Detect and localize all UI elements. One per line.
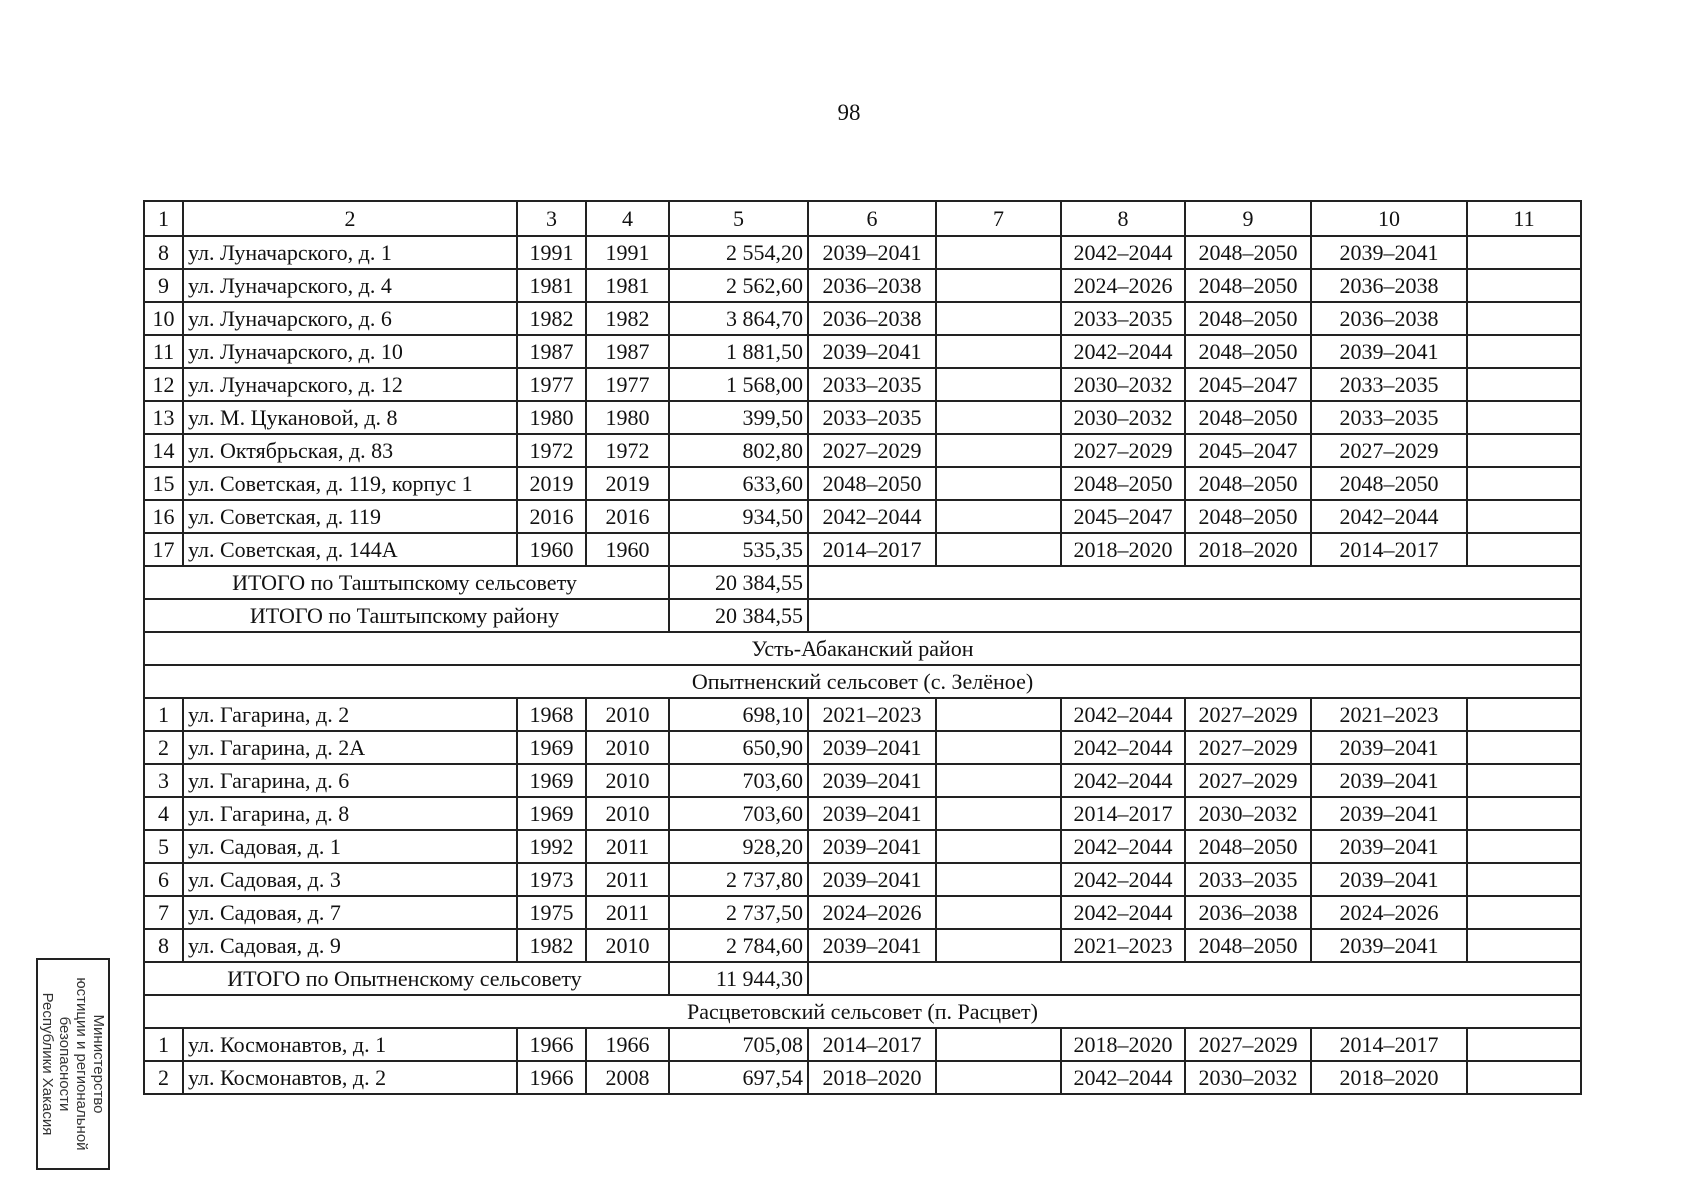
table-cell: 2018–2020 xyxy=(1311,1061,1467,1094)
table-cell: 1981 xyxy=(517,269,586,302)
table-cell xyxy=(936,467,1061,500)
table-cell: 2018–2020 xyxy=(1061,533,1185,566)
table-cell: 11 xyxy=(144,335,183,368)
table-cell: 2039–2041 xyxy=(1311,929,1467,962)
table-row xyxy=(144,731,1581,764)
total-value: 11 944,30 xyxy=(669,962,808,995)
table-cell xyxy=(1467,896,1581,929)
table-cell: 1 881,50 xyxy=(669,335,808,368)
table-cell: 2042–2044 xyxy=(1061,1061,1185,1094)
table-cell: 2039–2041 xyxy=(808,929,936,962)
table-row xyxy=(144,830,1581,863)
table-cell: 2021–2023 xyxy=(1061,929,1185,962)
total-value: 20 384,55 xyxy=(669,566,808,599)
table-row xyxy=(144,401,1581,434)
table-cell xyxy=(1467,764,1581,797)
table-cell xyxy=(1467,1061,1581,1094)
table-cell: ул. Садовая, д. 9 xyxy=(183,929,517,962)
table-cell: ул. Гагарина, д. 2А xyxy=(183,731,517,764)
header-cell: 4 xyxy=(586,201,669,236)
table-cell xyxy=(1467,698,1581,731)
table-cell: 802,80 xyxy=(669,434,808,467)
table-cell: 2014–2017 xyxy=(1061,797,1185,830)
table-cell: 2042–2044 xyxy=(1061,731,1185,764)
table-cell: 2033–2035 xyxy=(1061,302,1185,335)
table-cell: 1982 xyxy=(517,929,586,962)
table-cell: 16 xyxy=(144,500,183,533)
table-cell xyxy=(1467,797,1581,830)
table-cell: 2039–2041 xyxy=(808,764,936,797)
table-cell: 2010 xyxy=(586,797,669,830)
table-cell: 13 xyxy=(144,401,183,434)
table-cell: 2018–2020 xyxy=(1061,1028,1185,1061)
table-cell: 9 xyxy=(144,269,183,302)
table-cell: 2045–2047 xyxy=(1061,500,1185,533)
table-row xyxy=(144,335,1581,368)
stamp-line: юстиции и региональной xyxy=(73,977,90,1151)
table-cell: 2045–2047 xyxy=(1185,368,1311,401)
table-cell: 1982 xyxy=(586,302,669,335)
table-row xyxy=(144,467,1581,500)
table-cell: 1960 xyxy=(517,533,586,566)
table-cell: 2016 xyxy=(586,500,669,533)
table-cell xyxy=(936,434,1061,467)
table-cell: ул. Космонавтов, д. 2 xyxy=(183,1061,517,1094)
header-cell: 9 xyxy=(1185,201,1311,236)
table-cell xyxy=(1467,269,1581,302)
table-cell: 2018–2020 xyxy=(1185,533,1311,566)
table-cell xyxy=(1467,302,1581,335)
table-row xyxy=(144,764,1581,797)
stamp-line: безопасности xyxy=(56,1016,73,1112)
table-cell: ул. Октябрьская, д. 83 xyxy=(183,434,517,467)
table-cell: 1987 xyxy=(586,335,669,368)
table-cell: 12 xyxy=(144,368,183,401)
table-cell: 2027–2029 xyxy=(1311,434,1467,467)
table-cell: 2019 xyxy=(517,467,586,500)
table-cell: 2048–2050 xyxy=(1061,467,1185,500)
table-cell xyxy=(1467,731,1581,764)
table-cell: 1969 xyxy=(517,764,586,797)
table-cell: 1 568,00 xyxy=(669,368,808,401)
table-cell: 2 xyxy=(144,731,183,764)
table-cell: 2033–2035 xyxy=(1311,401,1467,434)
stamp-line: Министерство xyxy=(90,1014,107,1114)
table-cell: ул. Луначарского, д. 4 xyxy=(183,269,517,302)
section-heading: Усть-Абаканский район xyxy=(144,632,1581,665)
table-cell: 2 784,60 xyxy=(669,929,808,962)
table-cell: 650,90 xyxy=(669,731,808,764)
table-cell: 2024–2026 xyxy=(1061,269,1185,302)
table-row xyxy=(144,896,1581,929)
table-cell: 10 xyxy=(144,302,183,335)
table-cell xyxy=(936,929,1061,962)
table-cell xyxy=(936,1028,1061,1061)
table-cell: 2048–2050 xyxy=(1185,929,1311,962)
table-cell: 2014–2017 xyxy=(1311,1028,1467,1061)
table-cell: 1992 xyxy=(517,830,586,863)
table-row xyxy=(144,500,1581,533)
table-row xyxy=(144,1061,1581,1094)
table-cell: 2010 xyxy=(586,929,669,962)
table-cell: 2036–2038 xyxy=(808,269,936,302)
table-cell: 2042–2044 xyxy=(1061,830,1185,863)
table-cell: 1982 xyxy=(517,302,586,335)
table-cell: 2030–2032 xyxy=(1061,368,1185,401)
table-cell: 2018–2020 xyxy=(808,1061,936,1094)
table-cell: 2048–2050 xyxy=(1311,467,1467,500)
table-cell xyxy=(936,335,1061,368)
table-cell: 1972 xyxy=(517,434,586,467)
table-cell: 2048–2050 xyxy=(1185,302,1311,335)
table-cell xyxy=(936,797,1061,830)
table-cell xyxy=(1467,830,1581,863)
table-cell: 1968 xyxy=(517,698,586,731)
table-cell: 1972 xyxy=(586,434,669,467)
table-cell: 2039–2041 xyxy=(1311,863,1467,896)
table-cell: ул. Луначарского, д. 1 xyxy=(183,236,517,269)
table-cell xyxy=(936,731,1061,764)
table-cell: 697,54 xyxy=(669,1061,808,1094)
table-cell: 705,08 xyxy=(669,1028,808,1061)
total-empty xyxy=(808,599,1581,632)
table-cell: 1969 xyxy=(517,731,586,764)
table-cell: 1975 xyxy=(517,896,586,929)
table-cell: 2039–2041 xyxy=(1311,797,1467,830)
table-cell: 14 xyxy=(144,434,183,467)
table-cell xyxy=(936,269,1061,302)
table-cell xyxy=(936,698,1061,731)
table-cell: 1981 xyxy=(586,269,669,302)
table-cell: 2042–2044 xyxy=(1061,764,1185,797)
total-value: 20 384,55 xyxy=(669,599,808,632)
table-cell: ул. Космонавтов, д. 1 xyxy=(183,1028,517,1061)
table-cell: 399,50 xyxy=(669,401,808,434)
table-cell: 2042–2044 xyxy=(1061,236,1185,269)
table-cell: 2048–2050 xyxy=(1185,500,1311,533)
table-row xyxy=(144,533,1581,566)
table-cell: 2027–2029 xyxy=(808,434,936,467)
table-cell: 2039–2041 xyxy=(1311,731,1467,764)
table-cell: 2 xyxy=(144,1061,183,1094)
table-cell xyxy=(1467,500,1581,533)
table-cell: 2042–2044 xyxy=(1061,698,1185,731)
table-cell: 2048–2050 xyxy=(1185,830,1311,863)
table-cell: 2039–2041 xyxy=(808,863,936,896)
table-cell: 928,20 xyxy=(669,830,808,863)
table-cell: 2048–2050 xyxy=(1185,335,1311,368)
table-cell: 2027–2029 xyxy=(1061,434,1185,467)
stamp-line: Республики Хакасия xyxy=(39,992,56,1136)
table-cell: ул. Гагарина, д. 8 xyxy=(183,797,517,830)
table-cell: 2024–2026 xyxy=(1311,896,1467,929)
table-cell: 2 737,80 xyxy=(669,863,808,896)
table-cell xyxy=(936,302,1061,335)
table-cell: 2027–2029 xyxy=(1185,764,1311,797)
table-cell: ул. Луначарского, д. 6 xyxy=(183,302,517,335)
table-row xyxy=(144,236,1581,269)
table-cell: 3 864,70 xyxy=(669,302,808,335)
table-cell: 15 xyxy=(144,467,183,500)
total-label: ИТОГО по Опытненскому сельсовету xyxy=(144,962,669,995)
section-row xyxy=(144,632,1581,665)
total-empty xyxy=(808,962,1581,995)
table-cell: 2048–2050 xyxy=(1185,401,1311,434)
table-cell: 2030–2032 xyxy=(1061,401,1185,434)
header-cell: 8 xyxy=(1061,201,1185,236)
header-cell: 6 xyxy=(808,201,936,236)
header-cell: 7 xyxy=(936,201,1061,236)
table-cell: ул. М. Цукановой, д. 8 xyxy=(183,401,517,434)
table-row xyxy=(144,1028,1581,1061)
table-cell xyxy=(936,1061,1061,1094)
table-cell: 2036–2038 xyxy=(808,302,936,335)
table-cell: 2014–2017 xyxy=(808,1028,936,1061)
header-cell: 3 xyxy=(517,201,586,236)
table-cell: 1977 xyxy=(517,368,586,401)
table-cell: 2016 xyxy=(517,500,586,533)
housing-repair-table xyxy=(143,200,1582,1095)
table-cell: 703,60 xyxy=(669,764,808,797)
table-cell: 2033–2035 xyxy=(808,401,936,434)
table-row xyxy=(144,302,1581,335)
table-cell: 1966 xyxy=(586,1028,669,1061)
table-cell: 2014–2017 xyxy=(808,533,936,566)
table-cell: 2 554,20 xyxy=(669,236,808,269)
table-cell xyxy=(936,896,1061,929)
table-cell: 17 xyxy=(144,533,183,566)
table-row xyxy=(144,434,1581,467)
table-cell xyxy=(1467,335,1581,368)
table-cell: 703,60 xyxy=(669,797,808,830)
table-cell xyxy=(1467,533,1581,566)
table-cell: 2010 xyxy=(586,764,669,797)
table-cell: 1966 xyxy=(517,1061,586,1094)
header-cell: 11 xyxy=(1467,201,1581,236)
table-cell: 2011 xyxy=(586,863,669,896)
table-row xyxy=(144,269,1581,302)
table-cell xyxy=(1467,368,1581,401)
table-cell: 2 562,60 xyxy=(669,269,808,302)
table-header-row xyxy=(144,201,1581,236)
table-cell: 2008 xyxy=(586,1061,669,1094)
table-cell: ул. Садовая, д. 7 xyxy=(183,896,517,929)
table-cell: 2039–2041 xyxy=(808,797,936,830)
table-cell: 2048–2050 xyxy=(1185,467,1311,500)
table-cell: 2042–2044 xyxy=(1311,500,1467,533)
table-cell xyxy=(936,368,1061,401)
table-cell: 2039–2041 xyxy=(1311,236,1467,269)
table-cell: 5 xyxy=(144,830,183,863)
table-cell: 2036–2038 xyxy=(1185,896,1311,929)
table-cell: 2033–2035 xyxy=(808,368,936,401)
table-cell: 2 737,50 xyxy=(669,896,808,929)
table-cell: 1 xyxy=(144,698,183,731)
table-cell xyxy=(936,863,1061,896)
table-row xyxy=(144,863,1581,896)
table-cell: 2011 xyxy=(586,896,669,929)
table-cell: 934,50 xyxy=(669,500,808,533)
header-cell: 2 xyxy=(183,201,517,236)
table-cell: 1977 xyxy=(586,368,669,401)
table-cell: 1980 xyxy=(517,401,586,434)
table-cell: 2036–2038 xyxy=(1311,269,1467,302)
table-cell: 1966 xyxy=(517,1028,586,1061)
table-cell xyxy=(936,236,1061,269)
table-cell: ул. Гагарина, д. 6 xyxy=(183,764,517,797)
table-cell: 2010 xyxy=(586,698,669,731)
table-cell: 1960 xyxy=(586,533,669,566)
table-cell: 2010 xyxy=(586,731,669,764)
table-cell: 2042–2044 xyxy=(1061,863,1185,896)
section-heading: Расцветовский сельсовет (п. Расцвет) xyxy=(144,995,1581,1028)
table-cell: ул. Луначарского, д. 12 xyxy=(183,368,517,401)
table-cell: 2039–2041 xyxy=(808,731,936,764)
table-row xyxy=(144,698,1581,731)
table-cell: 2033–2035 xyxy=(1311,368,1467,401)
table-cell: 2027–2029 xyxy=(1185,731,1311,764)
table-cell: 1973 xyxy=(517,863,586,896)
table-cell: ул. Советская, д. 144А xyxy=(183,533,517,566)
total-empty xyxy=(808,566,1581,599)
table-cell: 2011 xyxy=(586,830,669,863)
table-cell: 2019 xyxy=(586,467,669,500)
table-row xyxy=(144,368,1581,401)
table-cell: 2027–2029 xyxy=(1185,698,1311,731)
table-cell: 1991 xyxy=(586,236,669,269)
table-cell xyxy=(1467,434,1581,467)
table-cell: 2030–2032 xyxy=(1185,1061,1311,1094)
table-cell: 2042–2044 xyxy=(1061,335,1185,368)
table-cell: 1969 xyxy=(517,797,586,830)
table-cell xyxy=(1467,467,1581,500)
table-cell: 2039–2041 xyxy=(808,236,936,269)
table-row xyxy=(144,797,1581,830)
table-cell: 2039–2041 xyxy=(808,335,936,368)
table-cell: ул. Советская, д. 119 xyxy=(183,500,517,533)
page-number: 98 xyxy=(837,100,861,125)
table-cell: 4 xyxy=(144,797,183,830)
table-row xyxy=(144,929,1581,962)
table-cell: ул. Гагарина, д. 2 xyxy=(183,698,517,731)
header-cell: 5 xyxy=(669,201,808,236)
total-row xyxy=(144,599,1581,632)
table-cell xyxy=(1467,863,1581,896)
stamp-text xyxy=(39,964,107,1164)
table-cell: 535,35 xyxy=(669,533,808,566)
table-cell xyxy=(1467,929,1581,962)
table-cell: 2024–2026 xyxy=(808,896,936,929)
table-cell: 2021–2023 xyxy=(1311,698,1467,731)
table-cell: 2039–2041 xyxy=(1311,335,1467,368)
table-cell: 2033–2035 xyxy=(1185,863,1311,896)
table-cell: 2039–2041 xyxy=(1311,830,1467,863)
table-cell: 7 xyxy=(144,896,183,929)
table-cell: 1991 xyxy=(517,236,586,269)
table-cell xyxy=(1467,401,1581,434)
table-cell: ул. Советская, д. 119, корпус 1 xyxy=(183,467,517,500)
table-cell: 2048–2050 xyxy=(1185,269,1311,302)
total-row xyxy=(144,566,1581,599)
total-label: ИТОГО по Таштыпскому району xyxy=(144,599,669,632)
table-cell: 2042–2044 xyxy=(808,500,936,533)
table-cell: ул. Садовая, д. 1 xyxy=(183,830,517,863)
total-row xyxy=(144,962,1581,995)
table-cell: 1 xyxy=(144,1028,183,1061)
table-cell: ул. Садовая, д. 3 xyxy=(183,863,517,896)
section-row xyxy=(144,995,1581,1028)
section-heading: Опытненский сельсовет (с. Зелёное) xyxy=(144,665,1581,698)
table-cell: 2048–2050 xyxy=(808,467,936,500)
table-cell xyxy=(1467,1028,1581,1061)
table-cell: 2039–2041 xyxy=(808,830,936,863)
table-body xyxy=(144,201,1581,1094)
registration-stamp xyxy=(36,958,110,1170)
table-cell: 8 xyxy=(144,929,183,962)
header-cell: 1 xyxy=(144,201,183,236)
header-cell: 10 xyxy=(1311,201,1467,236)
table-cell: 2027–2029 xyxy=(1185,1028,1311,1061)
section-row xyxy=(144,665,1581,698)
table-cell: 3 xyxy=(144,764,183,797)
table-cell: 2021–2023 xyxy=(808,698,936,731)
table-cell: 1980 xyxy=(586,401,669,434)
table-cell: 2014–2017 xyxy=(1311,533,1467,566)
table-cell xyxy=(936,764,1061,797)
table-cell: 2039–2041 xyxy=(1311,764,1467,797)
total-label: ИТОГО по Таштыпскому сельсовету xyxy=(144,566,669,599)
table-cell: 2048–2050 xyxy=(1185,236,1311,269)
table-cell: 1987 xyxy=(517,335,586,368)
table-cell xyxy=(936,533,1061,566)
table-cell: 633,60 xyxy=(669,467,808,500)
table-cell: 2036–2038 xyxy=(1311,302,1467,335)
table-cell: 698,10 xyxy=(669,698,808,731)
table-cell xyxy=(1467,236,1581,269)
table-cell xyxy=(936,500,1061,533)
table-cell: 2042–2044 xyxy=(1061,896,1185,929)
table-cell: 6 xyxy=(144,863,183,896)
table-cell xyxy=(936,830,1061,863)
table-cell: 2030–2032 xyxy=(1185,797,1311,830)
table-cell: 8 xyxy=(144,236,183,269)
table-cell xyxy=(936,401,1061,434)
table-cell: ул. Луначарского, д. 10 xyxy=(183,335,517,368)
table-cell: 2045–2047 xyxy=(1185,434,1311,467)
